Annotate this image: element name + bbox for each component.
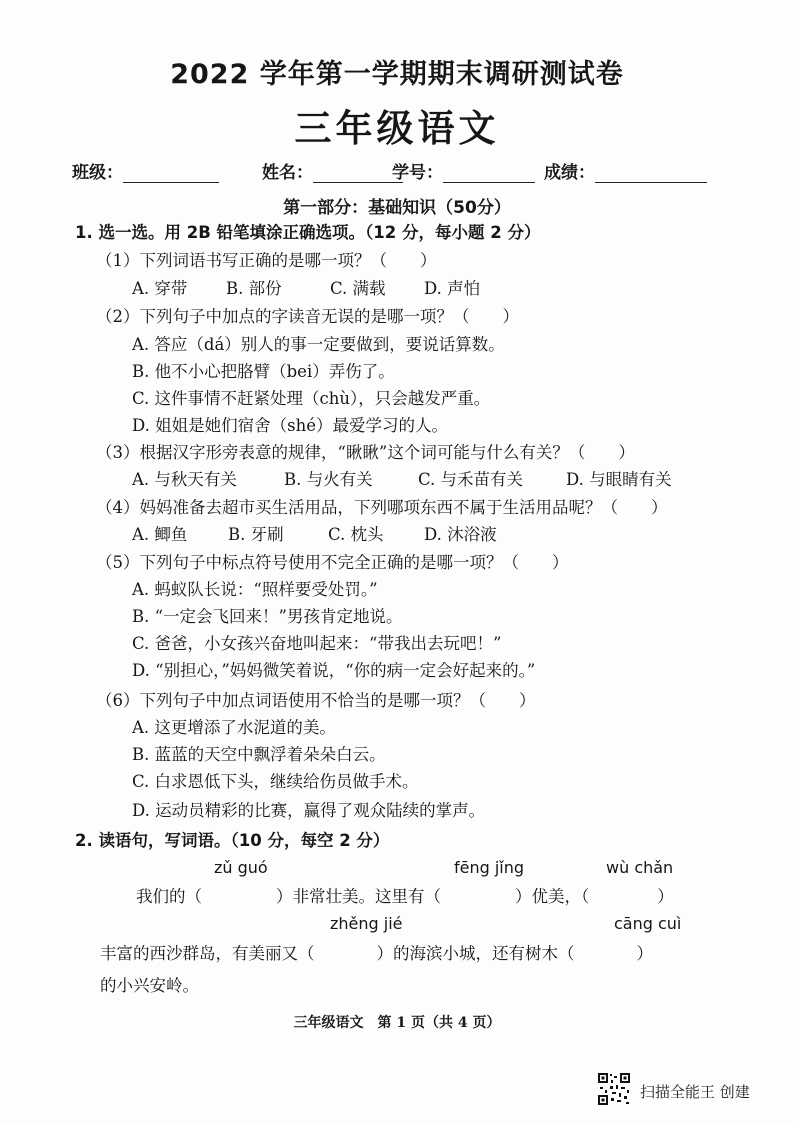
page-footer: 三年级语文 第 1 页（共 4 页）	[293, 1015, 501, 1031]
q1-3-option-d[interactable]: D. 与眼睛有关	[566, 470, 672, 489]
class-label: 班级：	[72, 163, 123, 183]
name-label: 姓名：	[262, 163, 313, 183]
student-id-label: 学号：	[392, 163, 443, 183]
pinyin-zu-guo: zǔ guó	[214, 858, 268, 877]
q1-2-option-d[interactable]: D. 姐姐是她们宿舍（shé）最爱学习的人。	[132, 416, 448, 435]
score-blank	[595, 164, 707, 183]
q1-4-option-b[interactable]: B. 牙刷	[228, 525, 284, 544]
q1-6-option-d[interactable]: D. 运动员精彩的比赛，赢得了观众陆续的掌声。	[132, 801, 486, 820]
student-id-field	[392, 158, 535, 183]
class-blank	[123, 164, 219, 183]
q1-4-stem: （4）妈妈准备去超市买生活用品，下列哪项东西不属于生活用品呢？（ ）	[96, 498, 668, 517]
q1-4-option-d[interactable]: D. 沐浴液	[424, 525, 497, 544]
q1-3-option-c[interactable]: C. 与禾苗有关	[418, 470, 524, 489]
q2-sentence-line-1	[136, 886, 674, 908]
q2-line1-part2: ）非常壮美。这里有（	[276, 887, 441, 906]
q2-line1-part4: ）	[657, 887, 674, 906]
q1-1-option-d[interactable]: D. 声怕	[424, 279, 481, 298]
q1-6-option-a[interactable]: A. 这更增添了水泥道的美。	[132, 718, 336, 737]
q1-3-option-a[interactable]: A. 与秋天有关	[132, 470, 237, 489]
q1-5-stem: （5）下列句子中标点符号使用不完全正确的是哪一项？（ ）	[96, 553, 569, 572]
q1-5-option-c[interactable]: C. 爸爸，小女孩兴奋地叫起来：“带我出去玩吧！”	[132, 634, 502, 653]
q1-2-option-b[interactable]: B. 他不小心把胳臂（bei）弄伤了。	[132, 362, 395, 381]
score-label: 成绩：	[544, 163, 595, 183]
q1-6-stem: （6）下列句子中加点词语使用不恰当的是哪一项？（ ）	[96, 691, 536, 710]
student-id-blank	[443, 164, 535, 183]
pinyin-feng-jing: fēng jǐng	[454, 858, 525, 877]
q1-5-option-b[interactable]: B. “一定会飞回来！”男孩肯定地说。	[132, 607, 403, 626]
pinyin-cang-cui: cāng cuì	[614, 914, 682, 933]
q2-sentence-line-2	[100, 943, 653, 965]
q1-3-option-b[interactable]: B. 与火有关	[284, 470, 373, 489]
q1-4-option-a[interactable]: A. 鲫鱼	[132, 525, 188, 544]
question-1-title: 1. 选一选。用 2B 铅笔填涂正确选项。（12 分，每小题 2 分）	[75, 223, 541, 242]
q1-4-option-c[interactable]: C. 枕头	[328, 525, 384, 544]
student-info-row	[72, 158, 722, 188]
pinyin-zheng-jie: zhěng jié	[330, 914, 403, 933]
q2-line2-part3: ）	[636, 944, 653, 963]
name-blank	[313, 164, 403, 183]
section-one-title: 第一部分：基础知识（50分）	[283, 198, 511, 218]
q2-line2-part1: 丰富的西沙群岛，有美丽又（	[100, 944, 315, 963]
name-field	[262, 158, 403, 183]
q1-2-option-a[interactable]: A. 答应（dá）别人的事一定要做到，要说话算数。	[132, 335, 505, 354]
scanner-watermark: 扫描全能王 创建	[640, 1083, 750, 1101]
score-field	[544, 158, 707, 183]
pinyin-wu-chan: wù chǎn	[606, 858, 674, 877]
q1-1-option-c[interactable]: C. 满载	[330, 279, 386, 298]
exam-subtitle: 三年级语文	[294, 107, 500, 150]
question-2-title: 2. 读语句，写词语。（10 分，每空 2 分）	[75, 831, 390, 850]
q1-5-option-d[interactable]: D. “别担心，”妈妈微笑着说，“你的病一定会好起来的。”	[132, 661, 536, 680]
class-field	[72, 158, 219, 183]
q2-line1-part1: 我们的（	[136, 887, 202, 906]
q1-1-option-b[interactable]: B. 部份	[226, 279, 282, 298]
q1-2-stem: （2）下列句子中加点的字读音无误的是哪一项？（ ）	[96, 307, 519, 326]
q1-1-option-a[interactable]: A. 穿带	[132, 279, 188, 298]
q2-line1-part3: ）优美，（	[515, 887, 590, 906]
q1-6-option-c[interactable]: C. 白求恩低下头，继续给伤员做手术。	[132, 772, 419, 791]
q2-line2-part2: ）的海滨小城，还有树木（	[376, 944, 575, 963]
q1-2-option-c[interactable]: C. 这件事情不赶紧处理（chù），只会越发严重。	[132, 389, 491, 408]
exam-title: 2022 学年第一学期期末调研测试卷	[170, 59, 624, 90]
qr-code-icon	[597, 1072, 631, 1106]
q1-6-option-b[interactable]: B. 蓝蓝的天空中飘浮着朵朵白云。	[132, 745, 386, 764]
q1-1-stem: （1）下列词语书写正确的是哪一项？（ ）	[96, 251, 437, 270]
q1-3-stem: （3）根据汉字形旁表意的规律，“瞅瞅”这个词可能与什么有关？（ ）	[96, 443, 635, 462]
q2-sentence-line-3: 的小兴安岭。	[100, 976, 199, 995]
q1-5-option-a[interactable]: A. 蚂蚁队长说：“照样要受处罚。”	[132, 580, 378, 599]
